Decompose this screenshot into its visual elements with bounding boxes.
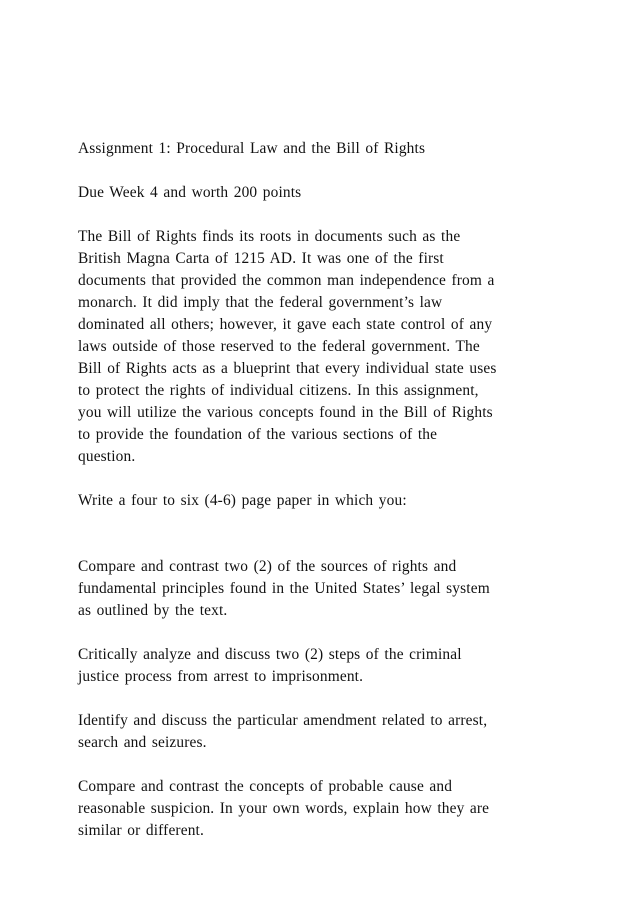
intro-line: you will utilize the various concepts found in the Bill of Rights [78,404,493,421]
document-body [78,138,568,864]
instruction-line: Write a four to six (4-6) page paper in which you: [78,492,407,509]
requirement-line: as outlined by the text. [78,602,228,619]
requirement-item-2 [78,644,568,688]
intro-line: monarch. It did imply that the federal government’s law [78,294,443,311]
intro-line: to provide the foundation of the various sections of the [78,426,438,443]
requirement-line: Compare and contrast two (2) of the sources of rights and [78,558,457,575]
requirement-line: search and seizures. [78,734,207,751]
requirement-line: reasonable suspicion. In your own words, explain how they are [78,800,490,817]
intro-line: question. [78,448,136,465]
intro-line: laws outside of those reserved to the federal government. The [78,338,480,355]
intro-paragraph [78,226,568,468]
due-line: Due Week 4 and worth 200 points [78,184,302,201]
requirement-line: Identify and discuss the particular amendment related to arrest, [78,712,488,729]
requirement-line: Compare and contrast the concepts of probable cause and [78,778,453,795]
requirement-line: similar or different. [78,822,204,839]
requirement-item-1 [78,556,568,622]
intro-line: dominated all others; however, it gave each state control of any [78,316,493,333]
requirement-line: justice process from arrest to imprisonment. [78,668,364,685]
requirement-line: Critically analyze and discuss two (2) steps of the criminal [78,646,462,663]
intro-line: documents that provided the common man independence from a [78,272,495,289]
assignment-title: Assignment 1: Procedural Law and the Bill of Rights [78,140,426,157]
intro-line: Bill of Rights acts as a blueprint that every individual state uses [78,360,497,377]
intro-line: to protect the rights of individual citizens. In this assignment, [78,382,479,399]
requirement-line: fundamental principles found in the United States’ legal system [78,580,490,597]
requirement-item-4 [78,776,568,842]
intro-line: The Bill of Rights finds its roots in documents such as the [78,228,461,245]
intro-line: British Magna Carta of 1215 AD. It was one of the first [78,250,444,267]
requirement-item-3 [78,710,568,754]
